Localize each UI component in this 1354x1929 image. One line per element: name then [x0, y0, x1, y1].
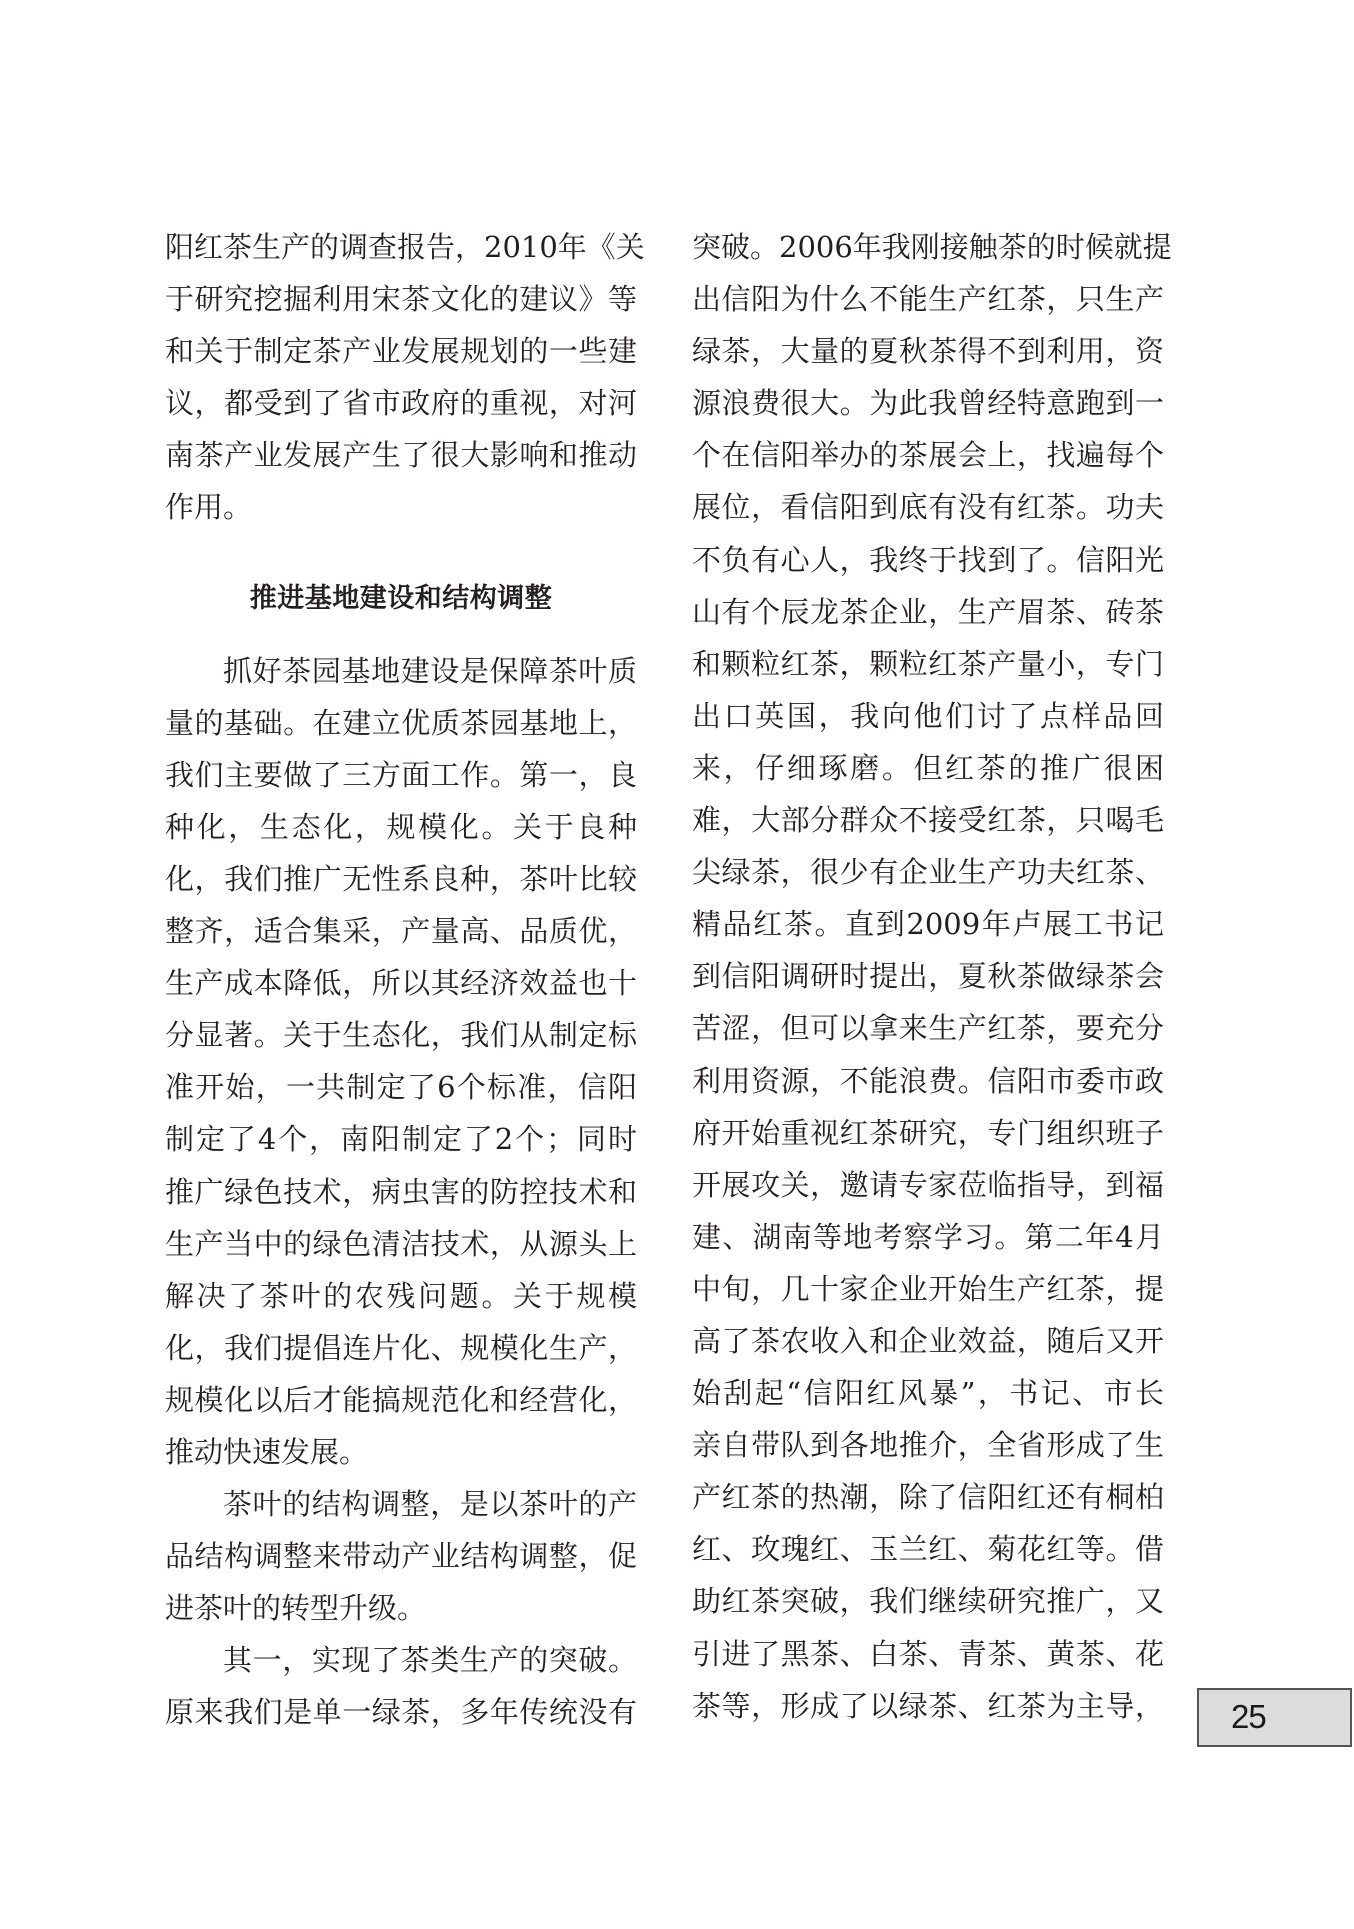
left-text-column [165, 226, 645, 1744]
text-line: 出信阳为什么不能生产红茶，只生产 [692, 282, 1164, 317]
text-line: 引进了黑茶、白茶、青茶、黄茶、花 [692, 1636, 1164, 1671]
text-line: 尖绿茶，很少有企业生产功夫红茶、 [692, 855, 1164, 890]
text-line: 难，大部分群众不接受红茶，只喝毛 [692, 803, 1164, 838]
text-line: 生产成本降低，所以其经济效益也十 [165, 966, 637, 1001]
text-line: 到信阳调研时提出，夏秋茶做绿茶会 [692, 959, 1164, 994]
text-line: 推动快速发展。 [165, 1434, 369, 1469]
text-line: 整齐，适合集采，产量高、品质优， [165, 914, 637, 949]
text-line: 建、湖南等地考察学习。第二年4月 [692, 1219, 1164, 1254]
text-line: 议，都受到了省市政府的重视，对河 [165, 386, 637, 421]
text-line: 始刮起“信阳红风暴”，书记、市长 [692, 1376, 1164, 1411]
text-line: 我们主要做了三方面工作。第一，良 [165, 757, 637, 792]
text-line: 原来我们是单一绿茶，多年传统没有 [165, 1695, 637, 1730]
text-line: 化，我们推广无性系良种，茶叶比较 [165, 861, 637, 896]
text-line: 精品红茶。直到2009年卢展工书记 [692, 907, 1164, 942]
text-line: 出口英国，我向他们讨了点样品回 [692, 698, 1164, 733]
text-line: 来，仔细琢磨。但红茶的推广很困 [692, 750, 1164, 785]
text-line: 分显著。关于生态化，我们从制定标 [165, 1018, 637, 1053]
text-line: 利用资源，不能浪费。信阳市委市政 [692, 1063, 1164, 1098]
text-line: 产红茶的热潮，除了信阳红还有桐柏 [692, 1480, 1164, 1515]
text-line: 和关于制定茶产业发展规划的一些建 [165, 334, 637, 369]
text-line: 和颗粒红茶，颗粒红茶产量小，专门 [692, 646, 1164, 681]
paragraph-4 [165, 1639, 637, 1743]
paragraph-2 [165, 650, 637, 1484]
text-line: 推广绿色技术，病虫害的防控技术和 [165, 1174, 637, 1209]
text-line: 开展攻关，邀请专家莅临指导，到福 [692, 1167, 1164, 1202]
text-line: 制定了4个，南阳制定了2个；同时 [165, 1122, 637, 1157]
text-line: 进茶叶的转型升级。 [165, 1591, 427, 1626]
text-line: 高了茶农收入和企业效益，随后又开 [692, 1323, 1164, 1358]
right-text-column [692, 226, 1172, 1737]
text-line: 红、玫瑰红、玉兰红、菊花红等。借 [692, 1532, 1164, 1567]
paragraph-3 [165, 1483, 637, 1639]
text-line: 品结构调整来带动产业结构调整，促 [165, 1539, 637, 1574]
text-line: 种化，生态化，规模化。关于良种 [165, 809, 637, 844]
text-line: 阳红茶生产的调查报告，2010年《关 [165, 230, 645, 264]
text-line: 于研究挖掘利用宋茶文化的建议》等 [165, 282, 637, 317]
text-line: 苦涩，但可以拿来生产红茶，要充分 [692, 1011, 1164, 1046]
text-line: 亲自带队到各地推介，全省形成了生 [692, 1428, 1164, 1463]
text-line: 其一，实现了茶类生产的突破。 [223, 1643, 637, 1678]
page-number-tab [1197, 1688, 1352, 1747]
text-line: 抓好茶园基地建设是保障茶叶质 [223, 653, 637, 688]
text-line: 规模化以后才能搞规范化和经营化， [165, 1382, 637, 1417]
text-line: 展位，看信阳到底有没有红茶。功夫 [692, 490, 1164, 525]
text-line: 府开始重视红茶研究，专门组织班子 [692, 1115, 1164, 1150]
section-heading: 推进基地建设和结构调整 [249, 582, 553, 614]
text-line: 源浪费很大。为此我曾经特意跑到一 [692, 386, 1164, 421]
text-line: 山有个辰龙茶企业，生产眉茶、砖茶 [692, 594, 1164, 629]
text-line: 茶等，形成了以绿茶、红茶为主导， [692, 1688, 1164, 1723]
text-line: 作用。 [165, 490, 253, 525]
text-line: 绿茶，大量的夏秋茶得不到利用，资 [692, 334, 1164, 369]
text-line: 茶叶的结构调整，是以茶叶的产 [223, 1487, 637, 1522]
paragraph-1 [165, 226, 645, 539]
text-line: 量的基础。在建立优质茶园基地上， [165, 705, 637, 740]
text-line: 不负有心人，我终于找到了。信阳光 [692, 542, 1164, 577]
text-line: 化，我们提倡连片化、规模化生产， [165, 1330, 637, 1365]
text-line: 中旬，几十家企业开始生产红茶，提 [692, 1271, 1164, 1306]
text-line: 解决了茶叶的农残问题。关于规模 [165, 1278, 637, 1313]
text-line: 突破。2006年我刚接触茶的时候就提 [692, 230, 1172, 264]
text-line: 助红茶突破，我们继续研究推广，又 [692, 1584, 1164, 1619]
text-line: 准开始，一共制定了6个标准，信阳 [165, 1070, 637, 1105]
text-line: 个在信阳举办的茶展会上，找遍每个 [692, 438, 1164, 473]
page-number: 25 [1231, 1698, 1266, 1735]
text-line: 生产当中的绿色清洁技术，从源头上 [165, 1226, 637, 1261]
text-line: 南茶产业发展产生了很大影响和推动 [165, 438, 637, 473]
